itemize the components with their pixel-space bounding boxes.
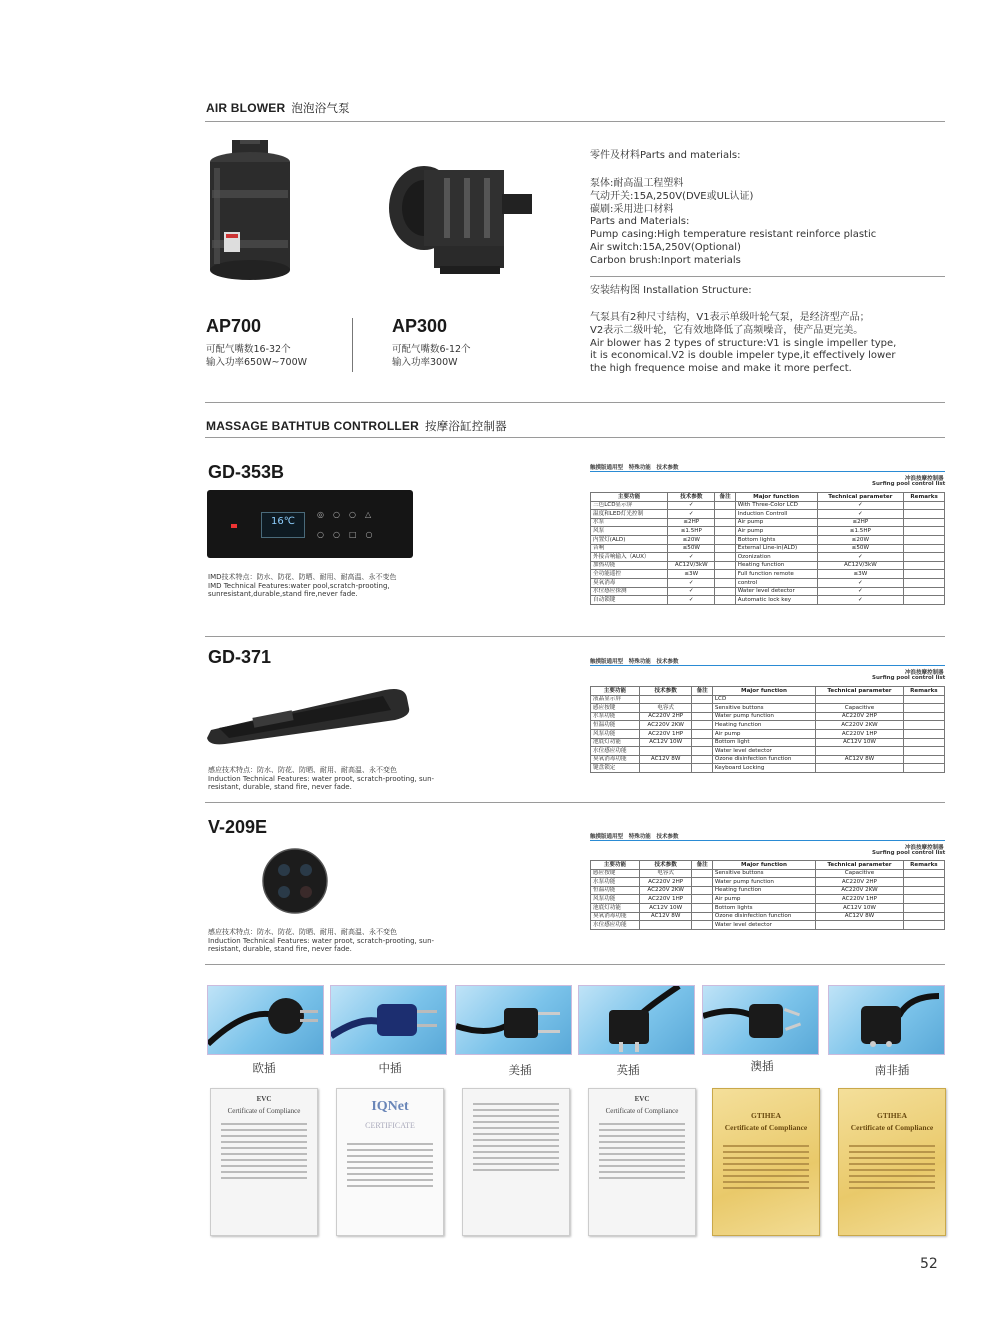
table-subtitle: 冲浪按摩控制器	[905, 476, 944, 482]
table-row	[591, 878, 945, 887]
controller-title: MASSAGE BATHTUB CONTROLLER 按摩浴缸控制器	[206, 419, 507, 433]
table-cell: Bottom light	[712, 738, 815, 747]
table-cell: 风泵	[591, 527, 668, 536]
table-cell: 池底灯功能	[591, 903, 640, 912]
table-cell: AC12V 10W	[639, 738, 692, 747]
table-cell: Capacitive	[816, 869, 904, 878]
table-cell: 内置灯(ALD)	[591, 535, 668, 544]
table-row	[591, 518, 945, 527]
plug-label-cn: 中插	[378, 1061, 402, 1075]
table-cell	[903, 886, 944, 895]
table-cell	[904, 544, 945, 553]
table-cell	[692, 895, 713, 904]
table-cell: Air pump	[735, 527, 817, 536]
table-cell: Bottom lights	[735, 535, 817, 544]
table-subtitle: Surfing pool control list	[872, 850, 946, 856]
table-cell	[903, 755, 944, 764]
table-cell	[816, 921, 904, 930]
table-accent-bar	[590, 840, 945, 841]
table-row	[591, 570, 945, 579]
v209e-name: V-209E	[208, 817, 268, 837]
table-cell: ✓	[668, 587, 715, 596]
table-cell	[903, 764, 944, 773]
table-row	[591, 755, 945, 764]
table-cell: AC12V 8W	[639, 912, 692, 921]
table-cell: AC12V/3kW	[668, 561, 715, 570]
table-cell	[715, 544, 735, 553]
table-cell: Heating function	[712, 721, 815, 730]
table-cell: 外接音响输入（AUX）	[591, 553, 668, 562]
table-cell: ✓	[817, 578, 904, 587]
table-subtitle: Surfing pool control list	[872, 675, 946, 681]
table-cell: ≤1.5HP	[668, 527, 715, 536]
table-cell: ≤2HP	[668, 518, 715, 527]
table-cell: 电容式	[639, 869, 692, 878]
table-cell: 电容式	[639, 704, 692, 713]
table-cell: AC12V 8W	[639, 755, 692, 764]
table-cell: 风泵功能	[591, 729, 640, 738]
table-row	[591, 912, 945, 921]
table-cell	[692, 869, 713, 878]
table-cell: 恒温功能	[591, 721, 640, 730]
table-cell: AC220V 2KW	[639, 886, 692, 895]
certificate-image: EVC Certificate of Compliance	[210, 1088, 318, 1236]
table-cell: Ozone disinfection function	[712, 755, 815, 764]
install-text: 气泵具有2种尺寸结构，V1表示单级叶轮气泵，是经济型产品； V2表示二级叶轮，它有效地降低了高频噪音，使产品更完美。 Air blower has 2 types of structure:V1 is single impeller type, it is economical.V2 is double impeler type,it effectively lower the high frequence moise and make it more perfect.	[590, 312, 897, 375]
table-cell	[816, 747, 904, 756]
v209e-spec-table	[590, 860, 945, 930]
table-cell: AC220V 2KW	[816, 886, 904, 895]
table-header-cell: Remarks	[903, 861, 944, 870]
table-cell	[715, 527, 735, 536]
table-cell: ≤50W	[817, 544, 904, 553]
table-cell	[903, 895, 944, 904]
certificate-image: IQNet CERTIFICATE	[336, 1088, 444, 1236]
table-cell	[816, 764, 904, 773]
plug-label-sa: 南非插	[874, 1063, 910, 1077]
table-header-cell: 主要功能	[591, 861, 640, 870]
table-row	[591, 747, 945, 756]
table-cell	[715, 587, 735, 596]
us-plug-image	[455, 985, 572, 1055]
v209e-features: 感应技术特点：防水、防花、防晒、耐用、耐高温、永不变色 Induction Technical Features: water proot, scratch-prooting, sun- resistant, durable, stand fire, never fade.	[208, 928, 435, 953]
table-cell: ✓	[817, 596, 904, 605]
table-cell	[715, 535, 735, 544]
table-row	[591, 553, 945, 562]
table-cell: AC220V 2HP	[639, 878, 692, 887]
table-cell	[903, 912, 944, 921]
table-row	[591, 578, 945, 587]
table-cell	[692, 721, 713, 730]
table-cell	[903, 869, 944, 878]
table-cell: ≤20W	[668, 535, 715, 544]
table-row	[591, 695, 945, 704]
ap700-name: AP700	[206, 316, 262, 336]
table-header-cell: 技术参数	[668, 493, 715, 502]
table-header-row	[591, 493, 945, 502]
parts-heading: 零件及材料Parts and materials:	[590, 150, 741, 161]
table-cell: Capacitive	[816, 704, 904, 713]
gd353b-spec-table	[590, 492, 945, 605]
table-cell	[639, 747, 692, 756]
certificate-image: GTIHEA Certificate of Compliance	[712, 1088, 820, 1236]
table-header-cell: 技术参数	[639, 687, 692, 696]
table-cell: ≤20W	[817, 535, 904, 544]
table-row	[591, 903, 945, 912]
table-cell	[903, 738, 944, 747]
install-heading: 安装结构图 Installation Structure:	[590, 285, 752, 296]
table-row	[591, 921, 945, 930]
table-row	[591, 527, 945, 536]
table-cell: ✓	[668, 501, 715, 510]
table-cell: Air pump	[735, 518, 817, 527]
plug-label-eu: 欧插	[252, 1061, 276, 1075]
table-cell: AC220V 2KW	[816, 721, 904, 730]
table-subtitle: 冲浪按摩控制器	[905, 845, 944, 851]
table-cell: AC12V 8W	[816, 912, 904, 921]
table-cell: AC220V 1HP	[816, 729, 904, 738]
table-accent-bar	[590, 471, 945, 472]
table-cell: ≤3W	[817, 570, 904, 579]
table-cell	[692, 903, 713, 912]
table-cell: AC220V 2KW	[639, 721, 692, 730]
table-cell: ✓	[668, 553, 715, 562]
table-cell: AC12V 8W	[816, 755, 904, 764]
table-header-row	[591, 861, 945, 870]
table-row	[591, 596, 945, 605]
table-cell: ✓	[668, 510, 715, 519]
table-cell	[904, 510, 945, 519]
table-cell	[692, 712, 713, 721]
divider	[205, 437, 945, 438]
table-cell	[692, 764, 713, 773]
v209e-image	[262, 848, 328, 914]
table-cell: ✓	[817, 501, 904, 510]
certificate-image	[462, 1088, 570, 1236]
table-cell	[904, 561, 945, 570]
table-cell: 池底灯功能	[591, 738, 640, 747]
table-cell	[692, 921, 713, 930]
gd353b-table-head: 触摸版通用型 特殊功能 技术参数	[590, 465, 679, 471]
table-cell	[715, 510, 735, 519]
table-cell	[692, 912, 713, 921]
table-cell: Water level detector	[735, 587, 817, 596]
model-separator	[352, 318, 353, 372]
divider	[205, 802, 945, 803]
table-header-cell: 备注	[692, 687, 713, 696]
gd371-name: GD-371	[208, 647, 272, 667]
ap300-image	[384, 158, 534, 288]
sa-plug-image	[828, 985, 945, 1055]
table-cell: Automatic lock key	[735, 596, 817, 605]
table-cell: ≤2HP	[817, 518, 904, 527]
table-row	[591, 510, 945, 519]
table-cell: Air pump	[712, 729, 815, 738]
table-cell	[715, 596, 735, 605]
table-cell	[692, 886, 713, 895]
table-cell: AC220V 1HP	[816, 895, 904, 904]
ap700-image	[200, 140, 300, 290]
table-cell: Heating function	[735, 561, 817, 570]
table-cell: AC220V 1HP	[639, 729, 692, 738]
table-cell	[903, 704, 944, 713]
table-cell	[904, 578, 945, 587]
table-cell	[715, 578, 735, 587]
table-cell: 风泵功能	[591, 895, 640, 904]
table-cell: 全功能遥控	[591, 570, 668, 579]
page-number: 52	[920, 1256, 938, 1272]
table-row	[591, 535, 945, 544]
table-row	[591, 764, 945, 773]
table-header-row	[591, 687, 945, 696]
table-cell: 加热功能	[591, 561, 668, 570]
table-cell: Water level detector	[712, 921, 815, 930]
table-cell	[715, 561, 735, 570]
gd353b-features: IMD技术特点：防水、防花、防晒、耐用、耐高温、永不变色 IMD Technical Features:water pool,scratch-prooting, sunresistant,durable,stand fire,never fade.	[208, 573, 397, 598]
table-cell: 水位感应功能	[591, 747, 640, 756]
table-row	[591, 738, 945, 747]
divider	[205, 121, 945, 122]
table-cell: 水泵功能	[591, 878, 640, 887]
table-cell: ≤50W	[668, 544, 715, 553]
table-header-cell: Technical parameter	[816, 861, 904, 870]
table-cell: control	[735, 578, 817, 587]
table-cell	[715, 501, 735, 510]
ap300-name: AP300	[392, 316, 448, 336]
table-cell: Ozone disinfection function	[712, 912, 815, 921]
table-header-cell: 备注	[692, 861, 713, 870]
table-header-cell: 技术参数	[639, 861, 692, 870]
table-cell	[692, 695, 713, 704]
gd353b-name: GD-353B	[208, 462, 285, 482]
au-plug-image	[702, 985, 819, 1055]
certificate-image: EVC Certificate of Compliance	[588, 1088, 696, 1236]
table-cell: ≤1.5HP	[817, 527, 904, 536]
table-header-cell: Remarks	[904, 493, 945, 502]
table-cell	[904, 527, 945, 536]
table-cell: 水位感应探测	[591, 587, 668, 596]
table-cell	[904, 596, 945, 605]
table-cell	[904, 587, 945, 596]
table-cell	[904, 570, 945, 579]
table-cell	[904, 535, 945, 544]
gd371-image	[205, 680, 411, 750]
table-cell	[903, 695, 944, 704]
table-cell	[715, 553, 735, 562]
table-cell	[639, 921, 692, 930]
table-cell: Air pump	[712, 895, 815, 904]
table-cell: AC220V 2HP	[639, 712, 692, 721]
table-header-cell: Major function	[735, 493, 817, 502]
table-cell: Water pump function	[712, 878, 815, 887]
table-cell: 音响	[591, 544, 668, 553]
table-cell: LCD	[712, 695, 815, 704]
plug-label-us: 美插	[508, 1063, 532, 1077]
divider	[205, 636, 945, 637]
table-cell: Sensitive buttons	[712, 869, 815, 878]
plug-label-au: 澳插	[750, 1059, 774, 1073]
table-cell: 臭氧消毒功能	[591, 755, 640, 764]
eu-plug-image	[207, 985, 324, 1055]
table-cell: ✓	[668, 578, 715, 587]
table-cell: Heating function	[712, 886, 815, 895]
table-cell	[904, 518, 945, 527]
table-cell: 恒温功能	[591, 886, 640, 895]
table-row	[591, 869, 945, 878]
table-row	[591, 544, 945, 553]
table-header-cell: Major function	[712, 687, 815, 696]
table-row	[591, 729, 945, 738]
table-cell: Bottom lights	[712, 903, 815, 912]
table-cell: Sensitive buttons	[712, 704, 815, 713]
table-cell: 水泵功能	[591, 712, 640, 721]
table-header-cell: Technical parameter	[816, 687, 904, 696]
table-subtitle: 冲浪按摩控制器	[905, 670, 944, 676]
table-cell: 水位感应功能	[591, 921, 640, 930]
table-row	[591, 587, 945, 596]
table-cell	[903, 721, 944, 730]
ap300-spec: 可配气嘴数6-12个 输入功率300W	[392, 344, 471, 368]
table-cell: Induction Controll	[735, 510, 817, 519]
table-cell	[639, 695, 692, 704]
certificate-image: GTIHEA Certificate of Compliance	[838, 1088, 946, 1236]
air-blower-title: AIR BLOWER 泡泡浴气泵	[206, 101, 350, 115]
table-cell: Keyboard Locking	[712, 764, 815, 773]
table-cell: Water level detector	[712, 747, 815, 756]
table-cell: ✓	[817, 587, 904, 596]
table-cell	[639, 764, 692, 773]
table-row	[591, 704, 945, 713]
table-cell	[692, 704, 713, 713]
table-accent-bar	[590, 665, 945, 666]
table-cell	[692, 747, 713, 756]
table-row	[591, 895, 945, 904]
table-cell: 温度和LED灯光控制	[591, 510, 668, 519]
table-cell: 键盘锁定	[591, 764, 640, 773]
gd371-spec-table	[590, 686, 945, 773]
table-cell: With Three-Color LCD	[735, 501, 817, 510]
ap700-spec: 可配气嘴数16-32个 输入功率650W~700W	[206, 344, 308, 368]
table-header-cell: Major function	[712, 861, 815, 870]
table-cell	[715, 518, 735, 527]
table-cell	[904, 501, 945, 510]
table-subtitle: Surfing pool control list	[872, 481, 946, 487]
table-row	[591, 712, 945, 721]
table-cell: ✓	[817, 553, 904, 562]
table-row	[591, 886, 945, 895]
table-cell: Water pump function	[712, 712, 815, 721]
cn-plug-image	[330, 985, 447, 1055]
plug-label-uk: 英插	[616, 1063, 640, 1077]
table-cell	[903, 729, 944, 738]
gd353b-image: 16℃ ◎○○△ ○○□○	[207, 490, 413, 558]
table-cell: AC12V 10W	[816, 738, 904, 747]
table-header-cell: Remarks	[903, 687, 944, 696]
table-cell	[903, 903, 944, 912]
table-cell: ✓	[668, 596, 715, 605]
table-cell: AC220V 1HP	[639, 895, 692, 904]
table-cell	[903, 712, 944, 721]
v209e-table-head: 触摸版通用型 特殊功能 技术参数	[590, 834, 679, 840]
table-cell: AC220V 2HP	[816, 878, 904, 887]
table-cell: AC220V 2HP	[816, 712, 904, 721]
table-cell: ≤3W	[668, 570, 715, 579]
table-cell: 液晶显示屏	[591, 695, 640, 704]
table-cell: 感应按键	[591, 704, 640, 713]
table-cell: 三色LCD显示屏	[591, 501, 668, 510]
table-cell: 水泵	[591, 518, 668, 527]
table-cell: Full function remote	[735, 570, 817, 579]
table-cell	[692, 878, 713, 887]
table-row	[591, 501, 945, 510]
table-cell: 自动锁键	[591, 596, 668, 605]
table-cell	[903, 921, 944, 930]
divider	[590, 276, 945, 277]
table-cell: 臭氧消毒	[591, 578, 668, 587]
table-cell	[692, 729, 713, 738]
table-cell	[816, 695, 904, 704]
gd371-features: 感应技术特点：防水、防花、防晒、耐用、耐高温、永不变色 Induction Technical Features: water proot, scratch-prooting, sun- resistant, durable, stand fire, never fade.	[208, 766, 435, 791]
table-header-cell: 主要功能	[591, 687, 640, 696]
gd371-table-head: 触摸版通用型 特殊功能 技术参数	[590, 659, 679, 665]
divider	[205, 964, 945, 965]
table-cell	[692, 755, 713, 764]
table-header-cell: Technical parameter	[817, 493, 904, 502]
table-cell: Ozonization	[735, 553, 817, 562]
table-cell	[904, 553, 945, 562]
table-cell: AC12V/3kW	[817, 561, 904, 570]
table-cell: 臭氧消毒功能	[591, 912, 640, 921]
table-header-cell: 备注	[715, 493, 735, 502]
table-row	[591, 721, 945, 730]
table-cell	[692, 738, 713, 747]
table-cell	[903, 747, 944, 756]
table-cell	[903, 878, 944, 887]
table-cell: AC12V 10W	[816, 903, 904, 912]
uk-plug-image	[578, 985, 695, 1055]
parts-list: 泵体:耐高温工程塑料 气动开关:15A,250V(DVE或UL认证) 碳刷:采用进口材料 Parts and Materials: Pump casing:High temperature resistant reinforce plastic Air switch:15A,250V(Optional) Carbon brush:Inport materials	[590, 178, 877, 266]
table-cell: AC12V 10W	[639, 903, 692, 912]
table-cell: ✓	[817, 510, 904, 519]
table-header-cell: 主要功能	[591, 493, 668, 502]
divider	[205, 402, 945, 403]
table-cell: 感应按键	[591, 869, 640, 878]
table-cell: External Line-in(ALD)	[735, 544, 817, 553]
table-row	[591, 561, 945, 570]
table-cell	[715, 570, 735, 579]
